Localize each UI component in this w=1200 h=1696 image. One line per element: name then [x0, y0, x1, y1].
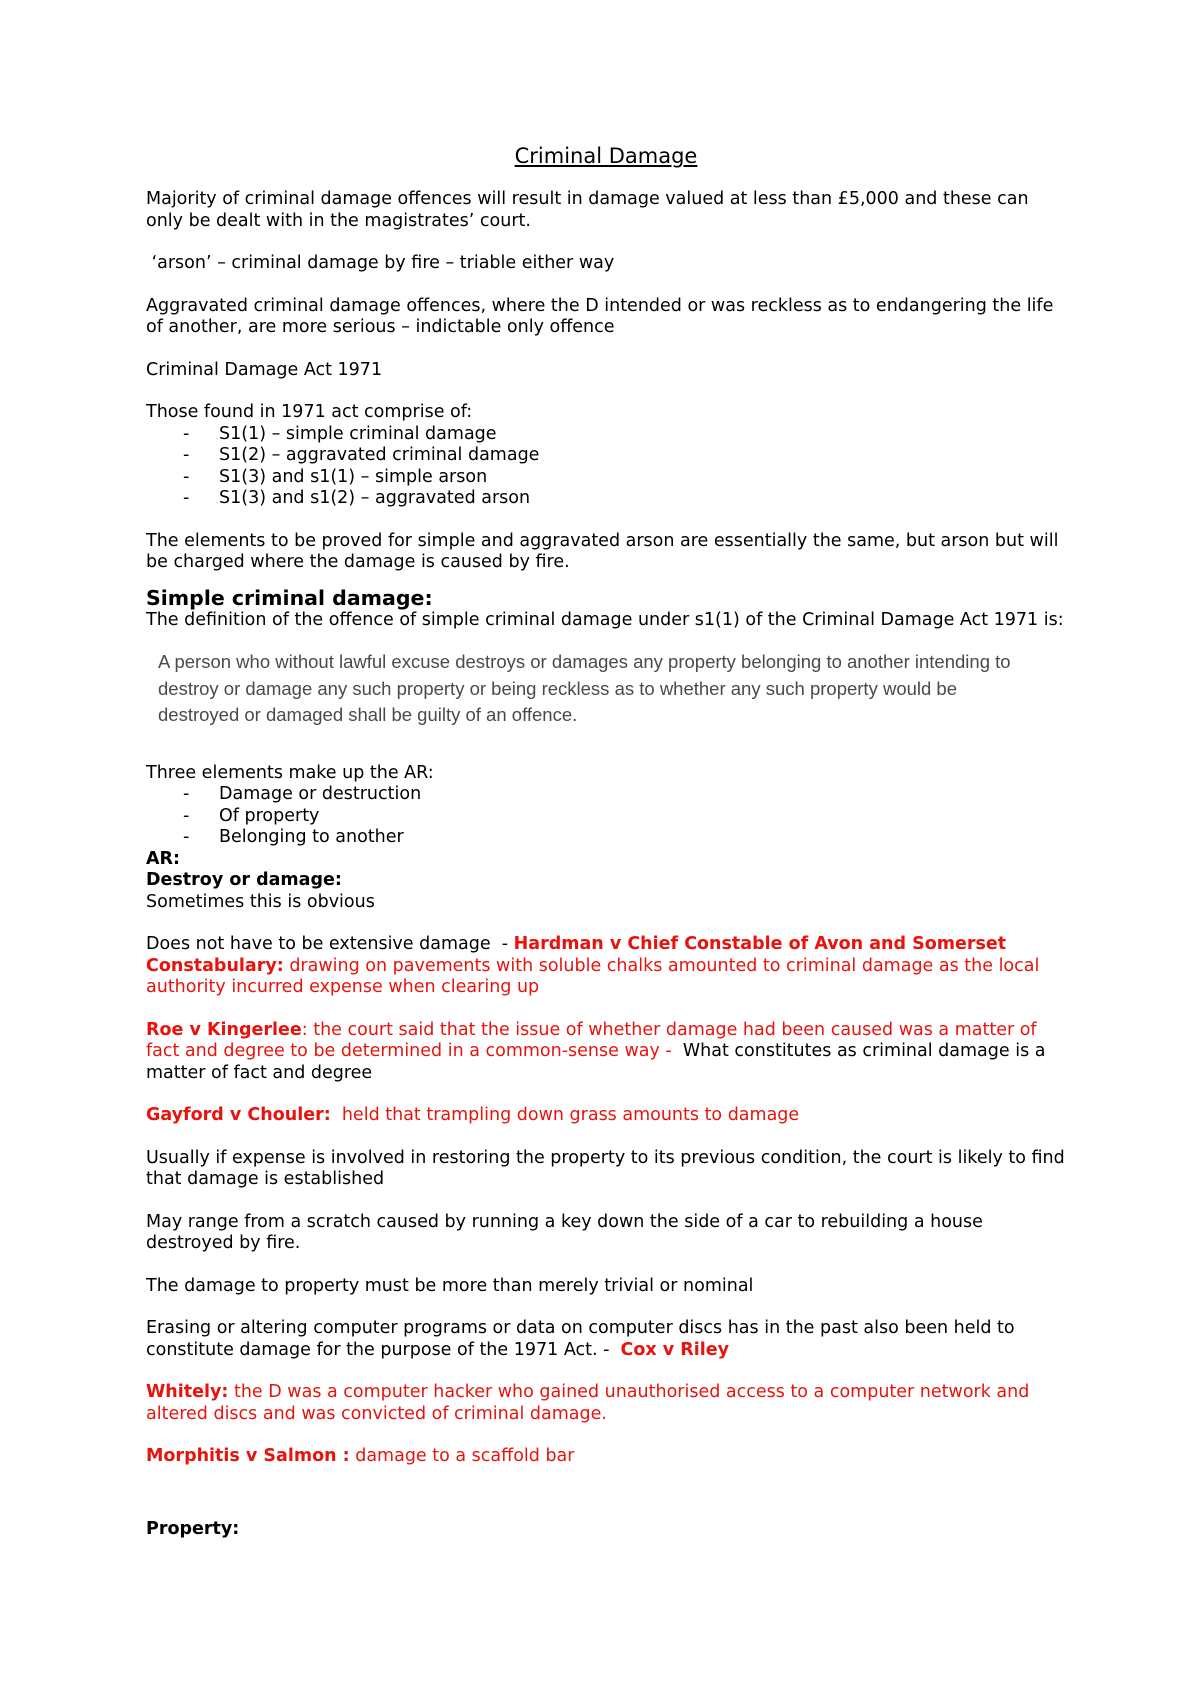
- list-item: - S1(1) – simple criminal damage: [183, 423, 497, 444]
- list-item: - Of property: [183, 805, 320, 826]
- arson-elements-paragraph: The elements to be proved for simple and aggravated arson are essentially the same, but arson but will be charged where the damage is caused by fire.: [146, 530, 1059, 572]
- case-name: Whitely:: [146, 1382, 229, 1402]
- property-heading: Property:: [146, 1518, 240, 1539]
- definition-paragraph: The definition of the offence of simple criminal damage under s1(1) of the Criminal Damage Act 1971 is:: [146, 609, 1064, 630]
- dash-bullet: -: [183, 445, 190, 465]
- gayford-paragraph: Gayford v Chouler: held that trampling down grass amounts to damage: [146, 1105, 800, 1125]
- case-name: Roe v Kingerlee: [146, 1019, 302, 1040]
- list-item: - Belonging to another: [183, 827, 404, 847]
- whitely-paragraph: Whitely: the D was a computer hacker who gained unauthorised access to a computer network and altered discs and was convicted of criminal damage.: [146, 1382, 1030, 1424]
- expense-paragraph: Usually if expense is involved in restoring the property to its previous condition, the court is likely to find that damage is established: [146, 1147, 1065, 1189]
- dash-bullet: -: [183, 805, 190, 826]
- range-paragraph: May range from a scratch caused by running a key down the side of a car to rebuilding a house destroyed by fire.: [146, 1211, 983, 1253]
- section-heading-simple: Simple criminal damage:: [146, 585, 433, 610]
- document-title: Criminal Damage: [514, 144, 698, 168]
- destroy-heading: Destroy or damage:: [146, 870, 342, 890]
- list-item: - S1(2) – aggravated criminal damage: [183, 445, 540, 465]
- document-body: [146, 142, 1066, 1540]
- dash-bullet: -: [183, 827, 190, 847]
- intro-paragraph: Majority of criminal damage offences will result in damage valued at less than £5,000 and these can only be dealt with in the magistrates’ court.: [146, 189, 1029, 231]
- morphitis-paragraph: Morphitis v Salmon : damage to a scaffold bar: [146, 1446, 575, 1466]
- dash-bullet: -: [183, 784, 190, 804]
- spacer: [146, 1489, 1066, 1519]
- case-name: Cox v Riley: [620, 1339, 730, 1360]
- roe-paragraph: Roe v Kingerlee: the court said that the issue of whether damage had been caused was a matter of fact and degree to be determined in a common-sense way - What constitutes as criminal damage is a matter of fact and degree: [146, 1019, 1052, 1083]
- case-name: Gayford v Chouler:: [146, 1105, 331, 1125]
- trivial-paragraph: The damage to property must be more than merely trivial or nominal: [146, 1275, 754, 1296]
- cox-paragraph: Erasing or altering computer programs or data on computer discs has in the past also been held to constitute damage for the purpose of the 1971 Act. - Cox v Riley: [146, 1318, 1021, 1360]
- elements-list: [146, 784, 1066, 849]
- list-item: - S1(3) and s1(2) – aggravated arson: [183, 488, 531, 508]
- elements-intro: Three elements make up the AR:: [146, 762, 434, 783]
- dash-bullet: -: [183, 466, 190, 487]
- case-name: Morphitis v Salmon :: [146, 1446, 350, 1466]
- list-intro: Those found in 1971 act comprise of:: [146, 402, 473, 422]
- case-name: Hardman v Chief Constable of Avon and Somerset Constabulary:: [146, 934, 1007, 976]
- dash-bullet: -: [183, 423, 190, 444]
- arson-paragraph: ‘arson’ – criminal damage by fire – triable either way: [146, 253, 615, 273]
- list-item: - S1(3) and s1(1) – simple arson: [183, 466, 488, 487]
- obvious-text: Sometimes this is obvious: [146, 891, 375, 912]
- act-name: Criminal Damage Act 1971: [146, 359, 383, 380]
- ar-label: AR:: [146, 848, 181, 869]
- list-item: - Damage or destruction: [183, 784, 422, 804]
- aggravated-paragraph: Aggravated criminal damage offences, where the D intended or was reckless as to endangering the life of another, are more serious – indictable only offence: [146, 295, 1054, 337]
- dash-bullet: -: [183, 488, 190, 508]
- offence-list: [146, 424, 1066, 510]
- statute-quote: A person who without lawful excuse destroys or damages any property belonging to another intending to destroy or damage any such property or being reckless as to whether any such property would be destroyed or damaged shall be guilty of an offence.: [158, 651, 1011, 725]
- hardman-paragraph: Does not have to be extensive damage - Hardman v Chief Constable of Avon and Somerset Constabulary: drawing on pavements with soluble chalks amounted to criminal damage as the local authority incurred expense when clearing up: [146, 934, 1040, 997]
